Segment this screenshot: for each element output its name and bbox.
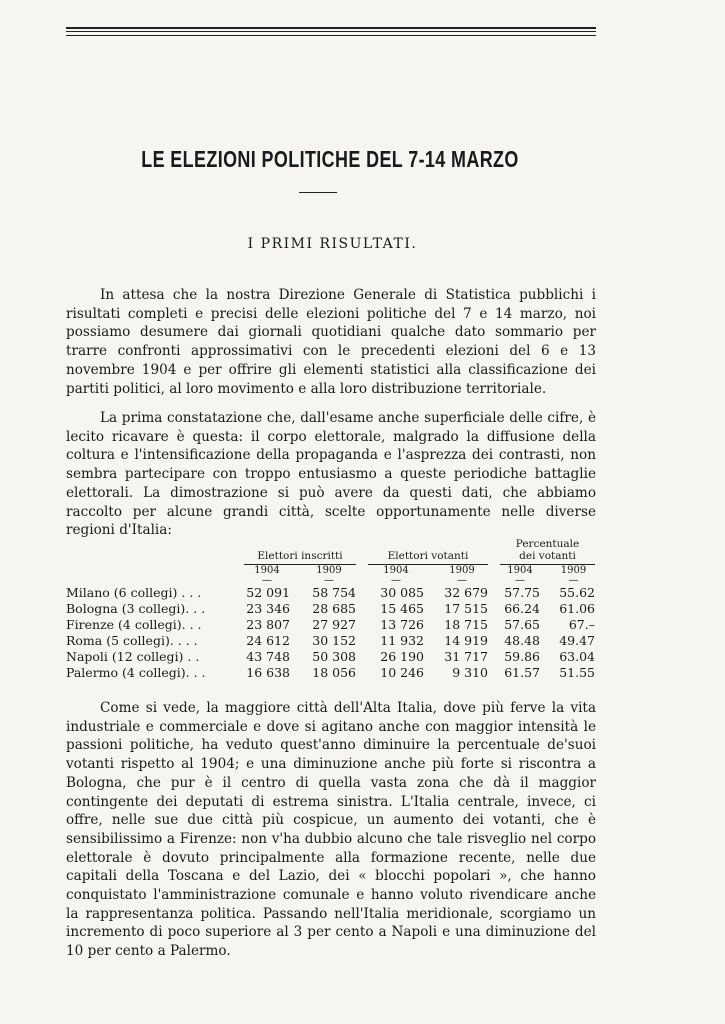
header-rule-bottom (66, 35, 596, 36)
table-row (66, 601, 601, 617)
percent-1904: 61.57 (504, 665, 540, 680)
voters-1909: 17 515 (444, 601, 488, 616)
inscribed-1904: 23 807 (246, 617, 290, 632)
article-title: LE ELEZIONI POLITICHE DEL 7-14 MARZO (141, 146, 519, 172)
inscribed-1904: 52 091 (246, 585, 290, 600)
voters-1904: 11 932 (380, 633, 424, 648)
voters-1909: 18 715 (444, 617, 488, 632)
city-name: Firenze (4 collegi). . . (66, 617, 202, 632)
percent-1909: 67.– (568, 617, 595, 632)
year-header: 1904 (383, 565, 409, 576)
percent-1909: 63.04 (559, 649, 595, 664)
percent-1904: 59.86 (504, 649, 540, 664)
paragraph-observation: La prima constatazione che, dall'esame anche superficiale delle cifre, è lecito ricavare è questa: il corpo elettorale, malgrado la diffusione della coltura e l'intensificazione della propaganda e l'asprezza dei contrasti, non sembra partecipare con troppo entusiasmo a queste periodiche battaglie elettorali. La dimostrazione si può avere da questi dati, che abbiamo raccolto per alcune grandi città, scelte opportunamente nelle diverse regioni d'Italia: (66, 410, 596, 539)
table-row (66, 585, 601, 601)
header-inscribed: Elettori inscritti (238, 538, 362, 565)
header-voters: Elettori votanti (362, 538, 494, 565)
table-corner (66, 538, 238, 565)
inscribed-1909: 58 754 (312, 585, 356, 600)
inscribed-1904: 43 748 (246, 649, 290, 664)
table-row (66, 665, 601, 681)
city-name: Roma (5 collegi). . . . (66, 633, 198, 648)
election-stats-table: Elettori inscritti Elettori votanti Percentuale dei votanti 1904 1909 1904 1909 1904 1909 — — — — — — Milano (6 collegi) . . . 52 091 58 754 30 085 32 679 57.75 55.62 Bologna (3 collegi). . . 23 346 28 685 15 465 17 515 66.24 61.06 Firenze (4 collegi). . . 23 807 27 927 13 726 18 715 57.65 67.– Roma (5 collegi). . . . 24 612 30 152 11 932 14 919 48.48 49.47 Napoli (12 collegi) . . 43 748 50 308 26 190 31 717 59.86 63.04 Palermo (4 collegi). . . 16 638 18 056 10 246 9 310 61.57 51.55 (66, 538, 601, 681)
percent-1904: 57.75 (504, 585, 540, 600)
city-name: Palermo (4 collegi). . . (66, 665, 206, 680)
city-name: Milano (6 collegi) . . . (66, 585, 202, 600)
table-row (66, 633, 601, 649)
inscribed-1909: 28 685 (312, 601, 356, 616)
inscribed-1909: 50 308 (312, 649, 356, 664)
percent-1904: 48.48 (504, 633, 540, 648)
paragraph-intro: In attesa che la nostra Direzione Generale di Statistica pubblichi i risultati completi e precisi delle elezioni politiche del 7 e 14 marzo, noi possiamo desumere dai giornali quotidiani qualche dato sommario per trarre confronti approssimativi con le precedenti elezioni del 6 e 13 novembre 1904 e per offrire gli elementi statistici alla classificazione dei partiti politici, al loro movimento e alla loro distribuzione territoriale. (66, 287, 596, 397)
percent-1909: 51.55 (559, 665, 595, 680)
year-header: 1909 (449, 565, 475, 576)
voters-1909: 31 717 (444, 649, 488, 664)
percent-1909: 55.62 (559, 585, 595, 600)
year-header: 1909 (316, 565, 342, 576)
year-header: 1909 (560, 565, 587, 576)
voters-1909: 32 679 (444, 585, 488, 600)
paragraph-analysis: Come si vede, la maggiore città dell'Alta Italia, dove più ferve la vita industriale e commerciale e dove si agitano anche con maggior intensità le passioni politiche, ha veduto quest'anno diminuire la percentuale de'suoi votanti rispetto al 1904; e una diminuzione anche più forte si riscontra a Bologna, che pur è il centro di quella vasta zona che dà il maggior contingente dei deputati di estrema sinistra. L'Italia centrale, invece, ci offre, nelle sue due città più cospicue, un aumento dei votanti, che è sensibilissimo a Firenze: non v'ha dubbio alcuno che tale risveglio nel corpo elettorale è dovuto principalmente alla formazione recente, nelle due capitali della Toscana e del Lazio, dei « blocchi popolari », che hanno conquistato l'amministrazione comunale e hanno voluto rivendicare anche la rappresentanza politica. Passando nell'Italia meridionale, scorgiamo un incremento di poco superiore al 3 per cento a Napoli e una diminuzione del 10 per cento a Palermo. (66, 700, 596, 960)
percent-1909: 61.06 (559, 601, 595, 616)
voters-1904: 10 246 (380, 665, 424, 680)
voters-1909: 14 919 (444, 633, 488, 648)
inscribed-1904: 23 346 (246, 601, 290, 616)
city-name: Napoli (12 collegi) . . (66, 649, 200, 664)
voters-1904: 13 726 (380, 617, 424, 632)
header-rule-middle (66, 31, 596, 32)
city-name: Bologna (3 collegi). . . (66, 601, 206, 616)
header-rule-top (66, 27, 596, 29)
voters-1909: 9 310 (452, 665, 488, 680)
percent-1909: 49.47 (559, 633, 595, 648)
percent-1904: 57.65 (504, 617, 540, 632)
voters-1904: 26 190 (380, 649, 424, 664)
title-divider (299, 192, 337, 193)
table-row (66, 617, 601, 633)
header-percent: Percentuale dei votanti (494, 538, 601, 565)
voters-1904: 15 465 (380, 601, 424, 616)
year-header: 1904 (254, 565, 280, 576)
inscribed-1904: 16 638 (246, 665, 290, 680)
year-header: 1904 (507, 565, 533, 576)
voters-1904: 30 085 (380, 585, 424, 600)
inscribed-1909: 30 152 (312, 633, 356, 648)
inscribed-1909: 27 927 (312, 617, 356, 632)
section-subtitle: I PRIMI RISULTATI. (247, 236, 418, 252)
table-row (66, 649, 601, 665)
percent-1904: 66.24 (504, 601, 540, 616)
inscribed-1909: 18 056 (312, 665, 356, 680)
inscribed-1904: 24 612 (246, 633, 290, 648)
